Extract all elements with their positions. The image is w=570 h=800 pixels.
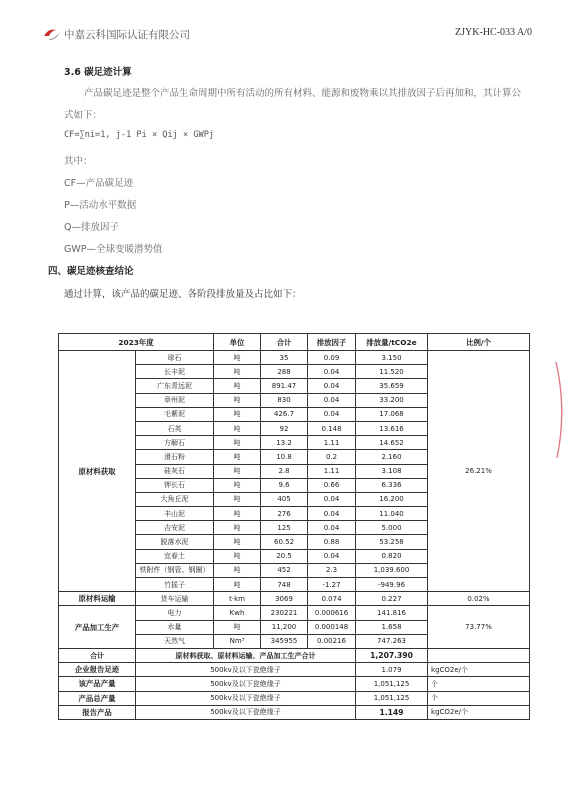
item-name: 吉安泥 <box>136 521 214 535</box>
header-ratio: 比例/个 <box>428 334 530 351</box>
header-factor: 排放因子 <box>308 334 356 351</box>
item-factor: 0.09 <box>308 351 356 365</box>
summary-description: 500kv及以下瓷绝缘子 <box>136 663 356 677</box>
item-emission: 141.816 <box>356 606 428 620</box>
item-total: 891.47 <box>261 379 308 393</box>
item-unit: 吨 <box>214 563 261 577</box>
item-factor: 0.04 <box>308 492 356 506</box>
company-name: 中嘉云科国际认证有限公司 <box>64 29 190 41</box>
item-unit: 吨 <box>214 351 261 365</box>
item-emission: 6.336 <box>356 478 428 492</box>
table-row <box>59 351 530 365</box>
header-total: 合计 <box>261 334 308 351</box>
item-emission: 35.659 <box>356 379 428 393</box>
item-factor: 0.04 <box>308 521 356 535</box>
definition-p: P—活动水平数据 <box>64 200 137 211</box>
where-label: 其中： <box>64 156 93 167</box>
item-emission: 2.160 <box>356 450 428 464</box>
header-emission: 排放量/tCO2e <box>356 334 428 351</box>
item-factor: 0.148 <box>308 421 356 435</box>
item-name: 脱落水泥 <box>136 535 214 549</box>
total-label: 合计 <box>59 648 136 662</box>
item-total: 2.8 <box>261 464 308 478</box>
item-total: 230221 <box>261 606 308 620</box>
paragraph-line-2: 式如下： <box>64 110 103 121</box>
stage-transport: 原材料运输 <box>59 592 136 606</box>
item-emission: 16.200 <box>356 492 428 506</box>
item-name: 天然气 <box>136 634 214 648</box>
summary-label: 企业报告足迹 <box>59 663 136 677</box>
item-unit: Nm³ <box>214 634 261 648</box>
item-unit: 吨 <box>214 421 261 435</box>
item-name: 丰山泥 <box>136 507 214 521</box>
item-emission: 17.068 <box>356 407 428 421</box>
item-emission: 11.040 <box>356 507 428 521</box>
document-number: ZJYK-HC-033 A/0 <box>455 27 532 38</box>
item-total: 405 <box>261 492 308 506</box>
item-unit: 吨 <box>214 450 261 464</box>
item-total: 452 <box>261 563 308 577</box>
item-total: 276 <box>261 507 308 521</box>
summary-value: 1,051,125 <box>356 677 428 691</box>
item-name: 水量 <box>136 620 214 634</box>
ratio-production: 73.77% <box>428 606 530 649</box>
item-emission: 11.520 <box>356 365 428 379</box>
total-row <box>59 648 530 662</box>
summary-description: 500kv及以下瓷绝缘子 <box>136 705 356 719</box>
item-factor: 0.04 <box>308 379 356 393</box>
stage-raw-material: 原材料获取 <box>59 351 136 592</box>
item-unit: 吨 <box>214 492 261 506</box>
summary-value: 1.149 <box>356 705 428 719</box>
scan-edge-mark-icon <box>554 360 568 460</box>
item-unit: 吨 <box>214 507 261 521</box>
carbon-footprint-table <box>58 333 530 720</box>
item-total: 345955 <box>261 634 308 648</box>
item-factor: 0.04 <box>308 507 356 521</box>
item-name: 电力 <box>136 606 214 620</box>
company-logo-icon <box>42 26 62 42</box>
conclusion-text: 通过计算，该产品的碳足迹、各阶段排放量及占比如下： <box>64 289 302 300</box>
item-total: 830 <box>261 393 308 407</box>
item-total: 426.7 <box>261 407 308 421</box>
item-factor: 0.2 <box>308 450 356 464</box>
item-factor: -1.27 <box>308 578 356 592</box>
item-unit: 吨 <box>214 379 261 393</box>
item-emission: 0.227 <box>356 592 428 606</box>
item-total: 92 <box>261 421 308 435</box>
item-name: 货车运输 <box>136 592 214 606</box>
definition-cf: CF—产品碳足迹 <box>64 178 134 189</box>
item-total: 748 <box>261 578 308 592</box>
table-row <box>59 592 530 606</box>
item-total: 288 <box>261 365 308 379</box>
ratio-raw-material: 26.21% <box>428 351 530 592</box>
table-row <box>59 606 530 620</box>
total-blank <box>428 648 530 662</box>
item-name: 滑石粉 <box>136 450 214 464</box>
item-factor: 0.04 <box>308 365 356 379</box>
item-name: 毛紫泥 <box>136 407 214 421</box>
item-name: 宜春土 <box>136 549 214 563</box>
summary-unit: kgCO2e/个 <box>428 663 530 677</box>
item-emission: 14.652 <box>356 436 428 450</box>
item-unit: 吨 <box>214 535 261 549</box>
summary-unit: 个 <box>428 691 530 705</box>
item-factor: 0.04 <box>308 393 356 407</box>
item-name: 章州泥 <box>136 393 214 407</box>
summary-row <box>59 691 530 705</box>
summary-description: 500kv及以下瓷绝缘子 <box>136 677 356 691</box>
item-unit: 吨 <box>214 393 261 407</box>
item-total: 20.5 <box>261 549 308 563</box>
item-factor: 0.04 <box>308 549 356 563</box>
item-total: 9.6 <box>261 478 308 492</box>
item-unit: Kwh <box>214 606 261 620</box>
item-factor: 0.074 <box>308 592 356 606</box>
item-factor: 2.3 <box>308 563 356 577</box>
item-total: 60.52 <box>261 535 308 549</box>
item-unit: 吨 <box>214 436 261 450</box>
item-factor: 0.66 <box>308 478 356 492</box>
formula: CF=∑ni=1, j-1 Pi × Qij × GWPj <box>64 130 215 140</box>
item-name: 钾长石 <box>136 478 214 492</box>
item-emission: 1,039.600 <box>356 563 428 577</box>
summary-row <box>59 705 530 719</box>
item-name: 广东青远泥 <box>136 379 214 393</box>
item-total: 3069 <box>261 592 308 606</box>
item-total: 10.8 <box>261 450 308 464</box>
definition-q: Q—排放因子 <box>64 222 119 233</box>
summary-row <box>59 677 530 691</box>
summary-value: 1,051,125 <box>356 691 428 705</box>
definition-gwp: GWP—全球变暖潜势值 <box>64 244 163 255</box>
item-unit: 吨 <box>214 464 261 478</box>
item-name: 铁附件（钢管、钢圈） <box>136 563 214 577</box>
item-emission: -949.96 <box>356 578 428 592</box>
summary-value: 1.079 <box>356 663 428 677</box>
item-emission: 747.263 <box>356 634 428 648</box>
section-heading-4: 四、碳足迹核查结论 <box>48 266 134 277</box>
item-factor: 0.04 <box>308 407 356 421</box>
item-unit: 吨 <box>214 549 261 563</box>
item-factor: 0.88 <box>308 535 356 549</box>
summary-label: 该产品产量 <box>59 677 136 691</box>
summary-label: 报告产品 <box>59 705 136 719</box>
summary-unit: 个 <box>428 677 530 691</box>
paragraph-line-1: 产品碳足迹是整个产品生命周期中所有活动的所有材料、能源和废物乘以其排放因子后再加和，其计算公 <box>84 88 522 99</box>
item-factor: 1.11 <box>308 464 356 478</box>
item-factor: 0.00216 <box>308 634 356 648</box>
item-emission: 0.820 <box>356 549 428 563</box>
item-emission: 1.658 <box>356 620 428 634</box>
summary-label: 产品总产量 <box>59 691 136 705</box>
item-name: 硅灰石 <box>136 464 214 478</box>
item-emission: 3.108 <box>356 464 428 478</box>
item-total: 11,200 <box>261 620 308 634</box>
summary-unit: kgCO2e/个 <box>428 705 530 719</box>
item-name: 竹摇子 <box>136 578 214 592</box>
item-unit: 吨 <box>214 365 261 379</box>
stage-production: 产品加工生产 <box>59 606 136 649</box>
summary-description: 500kv及以下瓷绝缘子 <box>136 691 356 705</box>
table-header-row <box>59 334 530 351</box>
item-name: 方解石 <box>136 436 214 450</box>
item-total: 13.2 <box>261 436 308 450</box>
item-factor: 1.11 <box>308 436 356 450</box>
total-value: 1,207.390 <box>356 648 428 662</box>
item-unit: 吨 <box>214 521 261 535</box>
item-emission: 33.200 <box>356 393 428 407</box>
item-total: 125 <box>261 521 308 535</box>
header-year: 2023年度 <box>59 334 214 351</box>
item-emission: 5.000 <box>356 521 428 535</box>
item-total: 35 <box>261 351 308 365</box>
item-unit: 吨 <box>214 578 261 592</box>
item-name: 石英 <box>136 421 214 435</box>
item-emission: 53.258 <box>356 535 428 549</box>
item-unit: 吨 <box>214 407 261 421</box>
ratio-transport: 0.02% <box>428 592 530 606</box>
item-unit: 吨 <box>214 620 261 634</box>
item-unit: 吨 <box>214 478 261 492</box>
item-factor: 0.000148 <box>308 620 356 634</box>
section-heading-3-6: 3.6 碳足迹计算 <box>64 67 132 78</box>
item-emission: 3.150 <box>356 351 428 365</box>
summary-row <box>59 663 530 677</box>
item-name: 大角丘泥 <box>136 492 214 506</box>
item-name: 球石 <box>136 351 214 365</box>
item-unit: t·km <box>214 592 261 606</box>
item-factor: 0.000616 <box>308 606 356 620</box>
item-emission: 13.616 <box>356 421 428 435</box>
header-unit: 单位 <box>214 334 261 351</box>
page-header <box>42 26 532 44</box>
total-description: 原材料获取、原材料运输、产品加工生产合计 <box>136 648 356 662</box>
item-name: 长丰泥 <box>136 365 214 379</box>
